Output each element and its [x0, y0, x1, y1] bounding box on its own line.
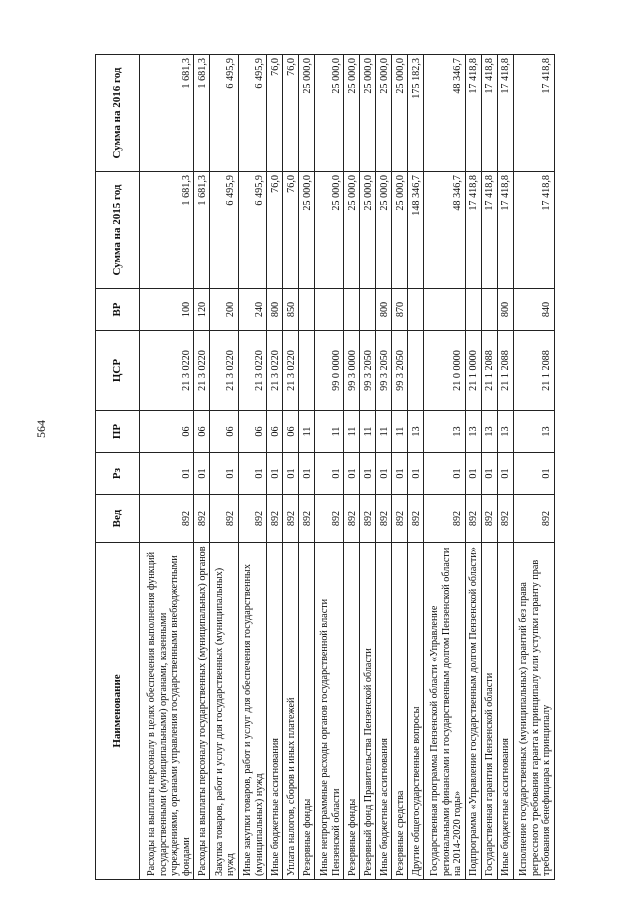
cell-name: Резервные фонды — [299, 543, 315, 880]
cell-sum-2016: 25 000,0 — [360, 55, 376, 172]
table-row — [376, 55, 392, 880]
cell-pr: 11 — [344, 411, 360, 453]
cell-sum-2015: 25 000,0 — [299, 172, 315, 289]
cell-vr: 870 — [392, 289, 408, 331]
cell-sum-2016: 1 681,3 — [140, 55, 194, 172]
cell-rz: 01 — [283, 453, 299, 495]
cell-pr: 11 — [392, 411, 408, 453]
cell-ved: 892 — [140, 495, 194, 543]
cell-pr: 06 — [140, 411, 194, 453]
cell-ved: 892 — [194, 495, 210, 543]
cell-name: Иные бюджетные ассигнования — [376, 543, 392, 880]
cell-sum-2015: 6 495,9 — [238, 172, 267, 289]
cell-csr — [299, 331, 315, 411]
cell-csr: 99 3 2050 — [392, 331, 408, 411]
cell-vr: 800 — [376, 289, 392, 331]
header-rz: Рз — [96, 453, 140, 495]
cell-name: Расходы на выплаты персоналу в целях обеспечения выполнения функций государственными (муниципальными) органами, казенными учреждениями, органами управления государственными внебюджетными фондами — [140, 543, 194, 880]
cell-vr — [360, 289, 376, 331]
page-number: 564 — [34, 420, 48, 438]
cell-name: Иные бюджетные ассигнования — [267, 543, 283, 880]
table-row — [392, 55, 408, 880]
header-name: Наименование — [96, 543, 140, 880]
cell-name: Иные закупки товаров, работ и услуг для обеспечения государственных (муниципальных) нужд — [238, 543, 267, 880]
cell-vr: 100 — [140, 289, 194, 331]
cell-vr: 850 — [283, 289, 299, 331]
cell-name: Иные бюджетные ассигнования — [497, 543, 513, 880]
cell-ved: 892 — [465, 495, 481, 543]
table-row — [481, 55, 497, 880]
table-row — [315, 55, 344, 880]
header-sum-2015: Сумма на 2015 год — [96, 172, 140, 289]
cell-sum-2016: 48 346,7 — [424, 55, 465, 172]
table-row — [513, 55, 554, 880]
cell-pr: 11 — [315, 411, 344, 453]
cell-ved: 892 — [267, 495, 283, 543]
budget-table — [95, 54, 555, 880]
cell-vr — [315, 289, 344, 331]
cell-sum-2015: 17 418,8 — [497, 172, 513, 289]
cell-csr: 21 1 2088 — [513, 331, 554, 411]
cell-vr — [424, 289, 465, 331]
cell-csr: 99 3 2050 — [360, 331, 376, 411]
cell-csr: 99 0 0000 — [315, 331, 344, 411]
cell-vr — [408, 289, 424, 331]
cell-name: Расходы на выплаты персоналу государственных (муниципальных) органов — [194, 543, 210, 880]
cell-vr — [481, 289, 497, 331]
cell-name: Иные непрограммные расходы органов государственной власти Пензенской области — [315, 543, 344, 880]
cell-pr: 13 — [497, 411, 513, 453]
cell-csr: 21 3 0220 — [210, 331, 239, 411]
cell-csr: 21 1 2088 — [497, 331, 513, 411]
table-row — [465, 55, 481, 880]
cell-csr: 21 3 0220 — [238, 331, 267, 411]
cell-sum-2015: 17 418,8 — [481, 172, 497, 289]
cell-csr: 21 0 0000 — [424, 331, 465, 411]
cell-rz: 01 — [497, 453, 513, 495]
cell-vr: 800 — [497, 289, 513, 331]
cell-sum-2015: 6 495,9 — [210, 172, 239, 289]
cell-vr: 120 — [194, 289, 210, 331]
cell-csr: 21 3 0220 — [283, 331, 299, 411]
cell-name: Другие общегосударственные вопросы — [408, 543, 424, 880]
table-body — [140, 55, 555, 880]
cell-csr: 21 3 0220 — [267, 331, 283, 411]
header-pr: ПР — [96, 411, 140, 453]
cell-sum-2016: 25 000,0 — [392, 55, 408, 172]
cell-pr: 11 — [360, 411, 376, 453]
cell-sum-2015: 76,0 — [283, 172, 299, 289]
cell-sum-2016: 17 418,8 — [481, 55, 497, 172]
cell-name: Резервные фонды — [344, 543, 360, 880]
cell-rz: 01 — [424, 453, 465, 495]
cell-ved: 892 — [424, 495, 465, 543]
cell-csr: 99 3 2050 — [376, 331, 392, 411]
table-row — [360, 55, 376, 880]
cell-vr: 200 — [210, 289, 239, 331]
cell-rz: 01 — [194, 453, 210, 495]
cell-name: Исполнение государственных (муниципальных) гарантий без права регрессного требования гаранта к принципалу или уступки гаранту прав требования бенефициара к принципалу — [513, 543, 554, 880]
table-row — [408, 55, 424, 880]
cell-rz: 01 — [140, 453, 194, 495]
table-row — [194, 55, 210, 880]
cell-sum-2016: 6 495,9 — [238, 55, 267, 172]
cell-rz: 01 — [267, 453, 283, 495]
cell-ved: 892 — [210, 495, 239, 543]
cell-vr: 800 — [267, 289, 283, 331]
cell-ved: 892 — [360, 495, 376, 543]
cell-rz: 01 — [360, 453, 376, 495]
cell-name: Государственная гарантия Пензенской области — [481, 543, 497, 880]
cell-vr — [465, 289, 481, 331]
cell-sum-2015: 25 000,0 — [376, 172, 392, 289]
cell-sum-2015: 1 681,3 — [140, 172, 194, 289]
table-row — [238, 55, 267, 880]
cell-ved: 892 — [315, 495, 344, 543]
cell-pr: 06 — [210, 411, 239, 453]
cell-ved: 892 — [481, 495, 497, 543]
table-row — [299, 55, 315, 880]
cell-rz: 01 — [299, 453, 315, 495]
cell-pr: 13 — [424, 411, 465, 453]
cell-sum-2016: 76,0 — [283, 55, 299, 172]
cell-sum-2016: 76,0 — [267, 55, 283, 172]
header-sum-2016: Сумма на 2016 год — [96, 55, 140, 172]
cell-sum-2016: 17 418,8 — [513, 55, 554, 172]
cell-vr: 840 — [513, 289, 554, 331]
cell-name: Закупка товаров, работ и услуг для государственных (муниципальных) нужд — [210, 543, 239, 880]
table-row — [497, 55, 513, 880]
cell-rz: 01 — [392, 453, 408, 495]
cell-sum-2016: 1 681,3 — [194, 55, 210, 172]
cell-csr: 21 3 0220 — [140, 331, 194, 411]
cell-pr: 13 — [408, 411, 424, 453]
cell-csr: 99 3 0000 — [344, 331, 360, 411]
table-row — [140, 55, 194, 880]
cell-sum-2015: 48 346,7 — [424, 172, 465, 289]
cell-sum-2015: 1 681,3 — [194, 172, 210, 289]
cell-sum-2015: 148 346,7 — [408, 172, 424, 289]
table-row — [283, 55, 299, 880]
cell-ved: 892 — [283, 495, 299, 543]
cell-rz: 01 — [513, 453, 554, 495]
cell-sum-2015: 25 000,0 — [315, 172, 344, 289]
cell-rz: 01 — [210, 453, 239, 495]
cell-rz: 01 — [344, 453, 360, 495]
header-vr: ВР — [96, 289, 140, 331]
cell-sum-2016: 6 495,9 — [210, 55, 239, 172]
cell-sum-2015: 76,0 — [267, 172, 283, 289]
header-ved: Вед — [96, 495, 140, 543]
cell-sum-2015: 17 418,8 — [513, 172, 554, 289]
cell-sum-2015: 25 000,0 — [344, 172, 360, 289]
header-csr: ЦСР — [96, 331, 140, 411]
cell-ved: 892 — [497, 495, 513, 543]
cell-name: Резервные средства — [392, 543, 408, 880]
cell-pr: 11 — [299, 411, 315, 453]
cell-rz: 01 — [481, 453, 497, 495]
cell-rz: 01 — [465, 453, 481, 495]
cell-pr: 06 — [238, 411, 267, 453]
cell-sum-2016: 25 000,0 — [376, 55, 392, 172]
table-row — [267, 55, 283, 880]
cell-rz: 01 — [408, 453, 424, 495]
cell-ved: 892 — [408, 495, 424, 543]
cell-sum-2016: 25 000,0 — [344, 55, 360, 172]
cell-pr: 06 — [194, 411, 210, 453]
cell-sum-2016: 17 418,8 — [465, 55, 481, 172]
cell-csr: 21 3 0220 — [194, 331, 210, 411]
cell-vr — [344, 289, 360, 331]
table-row — [424, 55, 465, 880]
cell-pr: 13 — [481, 411, 497, 453]
table-row — [210, 55, 239, 880]
cell-sum-2015: 25 000,0 — [392, 172, 408, 289]
cell-ved: 892 — [513, 495, 554, 543]
cell-sum-2015: 25 000,0 — [360, 172, 376, 289]
cell-name: Государственная программа Пензенской области «Управление региональными финансами и государственным долгом Пензенской области на 2014-2020 годы» — [424, 543, 465, 880]
cell-ved: 892 — [299, 495, 315, 543]
cell-pr: 13 — [513, 411, 554, 453]
cell-pr: 06 — [283, 411, 299, 453]
cell-csr: 21 1 0000 — [465, 331, 481, 411]
cell-vr: 240 — [238, 289, 267, 331]
cell-sum-2016: 25 000,0 — [315, 55, 344, 172]
cell-sum-2015: 17 418,8 — [465, 172, 481, 289]
cell-sum-2016: 17 418,8 — [497, 55, 513, 172]
table-row — [344, 55, 360, 880]
cell-rz: 01 — [238, 453, 267, 495]
cell-sum-2016: 25 000,0 — [299, 55, 315, 172]
cell-ved: 892 — [344, 495, 360, 543]
cell-pr: 13 — [465, 411, 481, 453]
cell-rz: 01 — [376, 453, 392, 495]
budget-table-rotated — [95, 55, 555, 880]
cell-name: Резервный фонд Правительства Пензенской области — [360, 543, 376, 880]
cell-rz: 01 — [315, 453, 344, 495]
cell-vr — [299, 289, 315, 331]
cell-ved: 892 — [392, 495, 408, 543]
cell-name: Уплата налогов, сборов и иных платежей — [283, 543, 299, 880]
cell-ved: 892 — [376, 495, 392, 543]
cell-pr: 06 — [267, 411, 283, 453]
cell-sum-2016: 175 182,3 — [408, 55, 424, 172]
cell-csr — [408, 331, 424, 411]
cell-csr: 21 1 2088 — [481, 331, 497, 411]
cell-ved: 892 — [238, 495, 267, 543]
cell-name: Подпрограмма «Управление государственным долгом Пензенской области» — [465, 543, 481, 880]
table-header-row — [96, 55, 140, 880]
cell-pr: 11 — [376, 411, 392, 453]
